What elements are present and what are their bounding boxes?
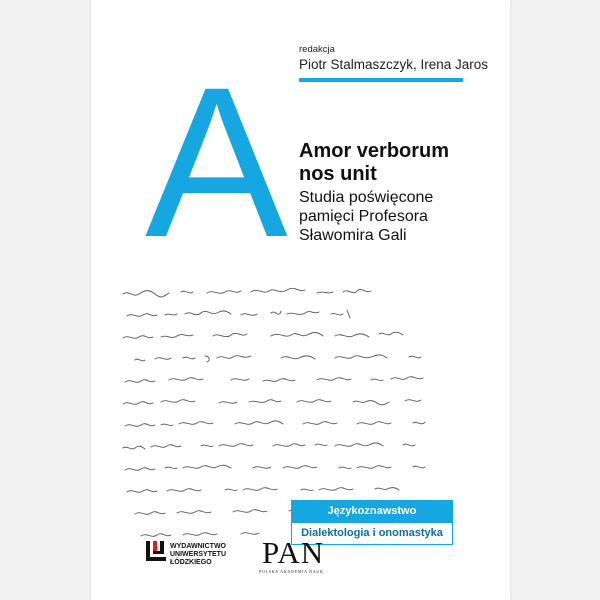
- editors-rule: [299, 78, 463, 82]
- subtitle-line-1: Studia poświęcone: [299, 189, 434, 206]
- title-line-1: Amor verborum: [299, 140, 450, 162]
- book-cover: [91, 0, 510, 600]
- publisher-name: [170, 543, 226, 567]
- subtitle-line-3: Sławomira Gali: [299, 227, 407, 244]
- publisher-logo-icon: [146, 541, 168, 563]
- book-title: [299, 140, 449, 186]
- publisher-line-2: UNIWERSYTETU: [170, 551, 226, 558]
- subtitle-line-2: pamięci Profesora: [299, 208, 428, 225]
- pan-logo: PAN: [262, 535, 325, 570]
- category-secondary-badge: Dialektologia i onomastyka: [291, 522, 453, 545]
- publisher-line-3: ŁÓDZKIEGO: [170, 559, 212, 566]
- book-subtitle: [299, 188, 433, 245]
- category-primary-badge: Językoznawstwo: [291, 500, 453, 522]
- publisher-line-1: WYDAWNICTWO: [170, 543, 226, 550]
- pan-subtitle: POLSKA AKADEMIA NAUK: [259, 569, 324, 574]
- editors-label: redakcja: [299, 44, 335, 55]
- title-line-2: nos unit: [299, 163, 377, 185]
- editors-names: Piotr Stalmaszczyk, Irena Jaros: [299, 57, 489, 72]
- cover-big-letter: A: [145, 43, 288, 282]
